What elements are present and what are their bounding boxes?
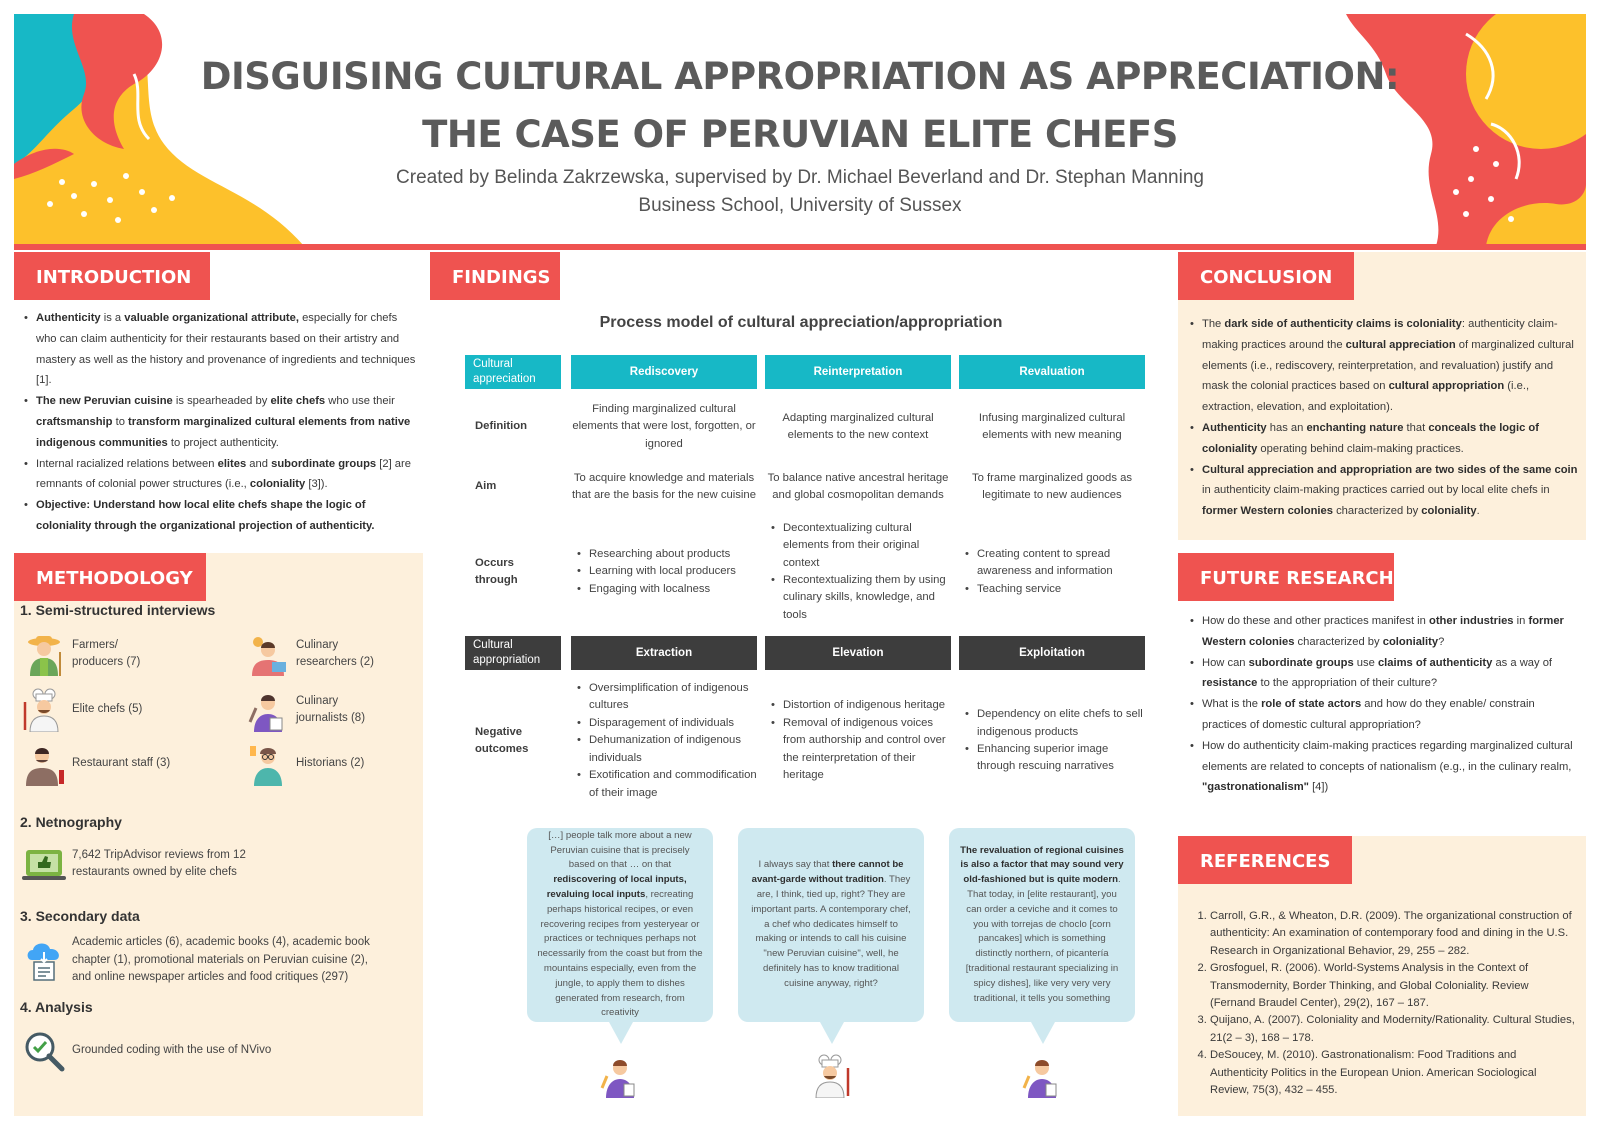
text-run: I always say that — [758, 859, 833, 871]
row-label-occurs-through: Occurs through — [475, 556, 518, 586]
text-run: How do authenticity claim-making practices regarding marginalized cultural elements are related to concepts of nationalism (e.g., in the culinary realm, — [1202, 739, 1573, 773]
title-line-2: THE CASE OF PERUVIAN ELITE CHEFS — [422, 113, 1178, 156]
participant-historians-label: Historians (2) — [296, 757, 365, 770]
cell-bullet-item: • Researching about products — [577, 546, 736, 563]
process-model-title: Process model of cultural appreciation/appropriation — [599, 314, 1003, 331]
reference-item: 2. Grosfoguel, R. (2006). World-Systems Analysis in the Context of Transmodernity, Border Thinking, and Global Coloniality. Review (Fernand Braudel Center), 29(2), 167 – 187. — [1210, 960, 1576, 1012]
bold-text: Cultural appreciation and appropriation are two sides of the same coin — [1202, 463, 1578, 476]
analysis-item — [22, 1029, 382, 1073]
text-run: characterized by — [1294, 635, 1383, 648]
participant-researchers — [246, 632, 416, 676]
bullet-item — [24, 495, 420, 537]
researcher-icon — [246, 632, 290, 676]
row-label-aim: Aim — [475, 480, 497, 493]
text-run: especially for chefs who can claim authenticity for their restaurants based on their artistry and mastery as well as the history and provenance of ingredients and techniques [1]. — [36, 312, 416, 387]
stage-extraction: Extraction — [571, 636, 757, 670]
bold-text: coloniality — [1382, 635, 1439, 648]
historian-icon — [246, 742, 290, 786]
bold-text: valuable organizational attribute, — [124, 312, 299, 324]
bold-text: cultural appreciation — [1345, 338, 1456, 351]
introduction-bullets — [24, 308, 420, 537]
reference-item: 1. Carroll, G.R., & Wheaton, D.R. (2009). The organizational construction of authenticity: An examination of contemporary food and dining in the U.S. Research in Organizational Behavior, 29, 255 – 282. — [1210, 908, 1576, 960]
stage-rediscovery: Rediscovery — [571, 355, 757, 389]
text-run: to the appropriation of their culture? — [1257, 677, 1438, 690]
row-label-negative-outcomes: Negative outcomes — [475, 725, 529, 755]
speaker-icon-1 — [598, 1054, 642, 1098]
text-run: is a — [100, 312, 125, 324]
bold-text: subordinate groups — [271, 457, 377, 470]
aim-reinterpretation — [765, 457, 951, 517]
text-run: of marginalized cultural elements (i.e., rediscovery, reinterpretation, and revaluation) justify and mask the colonial practices based on — [1202, 338, 1574, 393]
cell-bullet-item: • Decontextualizing cultural elements from their original context — [771, 520, 951, 572]
text-run: How do these and other practices manifest in — [1202, 615, 1429, 627]
cell-bullet-item: • Oversimplification of indigenous cultures — [577, 680, 757, 715]
aim-revaluation — [959, 457, 1145, 517]
poster-title — [14, 48, 1586, 164]
occurs-revaluation — [965, 520, 1145, 624]
participant-chefs-label: Elite chefs (5) — [72, 703, 143, 716]
cell-bullet-list — [577, 546, 736, 598]
conclusion-bullets — [1190, 314, 1580, 522]
bullet-item — [24, 308, 420, 391]
cell-bullet-item: • Dehumanization of indigenous individuals — [577, 732, 757, 767]
bold-text: subordinate groups — [1248, 656, 1354, 669]
bold-text: "gastronationalism" — [1202, 781, 1309, 794]
text-run: How can — [1202, 656, 1249, 669]
text-run: The — [1202, 318, 1225, 330]
text-run: . — [1476, 505, 1480, 518]
bold-text: there cannot be avant-garde without tradition — [751, 859, 904, 886]
text-run: ? — [1438, 635, 1445, 648]
bold-text: conceals the logic of coloniality — [1202, 421, 1539, 455]
text-run: […] people talk more about a new Peruvian cuisine that is precisely based on that … on that — [548, 829, 692, 871]
bold-text: claims of authenticity — [1377, 656, 1493, 669]
quote-reinterpretation — [738, 828, 924, 1022]
bold-text: enchanting nature — [1306, 421, 1404, 434]
netnography-text: 7,642 TripAdvisor reviews from 12 restaurants owned by elite chefs — [72, 848, 246, 878]
method-secondary-heading: 3. Secondary data — [20, 908, 140, 924]
occurs-rediscovery — [577, 520, 757, 624]
outcomes-extraction — [577, 672, 757, 810]
bold-text: transform marginalized cultural elements from native indigenous communities — [36, 415, 411, 449]
bold-text: Objective: Understand how local elite chefs shape the logic of coloniality through the organizational projection of authenticity. — [36, 499, 375, 532]
text-run: in — [1513, 615, 1529, 627]
findings-section — [430, 252, 1172, 1116]
bold-text: former Western colonies — [1202, 615, 1564, 648]
cell-text: To balance native ancestral heritage and global cosmopolitan demands — [767, 471, 949, 501]
bold-text: coloniality — [1421, 505, 1477, 518]
authors: Created by Belinda Zakrzewska, supervised by Dr. Michael Beverland and Dr. Stephan Manning — [396, 167, 1204, 188]
methodology-section — [14, 553, 423, 1116]
method-interviews-heading: 1. Semi-structured interviews — [20, 602, 216, 618]
conclusion-heading: CONCLUSION — [1178, 252, 1354, 300]
quote-revaluation — [949, 828, 1135, 1022]
references-list — [1192, 908, 1576, 1099]
cell-bullet-list — [577, 680, 757, 802]
bold-text: role of state actors — [1261, 698, 1362, 711]
poster-subtitle — [14, 164, 1586, 220]
cell-bullet-item: • Teaching service — [965, 581, 1145, 598]
text-run: that — [1403, 421, 1429, 434]
references-heading: REFERENCES — [1178, 836, 1352, 884]
outcomes-exploitation — [965, 672, 1145, 810]
bold-text: cultural appropriation — [1388, 380, 1505, 393]
bold-text: Authenticity — [36, 312, 101, 324]
bullet-item — [1190, 314, 1580, 418]
participant-journalists-label: Culinary journalists (8) — [296, 694, 366, 724]
bold-text: Authenticity — [1202, 421, 1267, 434]
method-analysis-heading: 4. Analysis — [20, 999, 93, 1015]
bold-text: resistance — [1202, 677, 1258, 690]
future-research-section — [1178, 553, 1586, 828]
text-run: [2] are remnants of colonial power structures (i.e., — [36, 457, 411, 491]
participant-staff-label: Restaurant staff (3) — [72, 757, 171, 770]
participant-researchers-label: Culinary researchers (2) — [296, 638, 374, 668]
cell-bullet-list — [965, 546, 1145, 598]
magnifier-check-icon — [22, 1029, 66, 1073]
text-run: : authenticity claim-making practices around the — [1202, 318, 1558, 351]
bold-text: other industries — [1428, 615, 1514, 627]
reference-item: 4. DeSoucey, M. (2010). Gastronationalism: Food Traditions and Authenticity Politics in the European Union. American Sociological Review, 75(3), 432 – 455. — [1210, 1047, 1576, 1099]
cell-text: Adapting marginalized cultural elements to the new context — [782, 411, 934, 441]
text-run: to — [112, 415, 129, 428]
definition-revaluation — [959, 397, 1145, 457]
text-run: . That today, in [elite restaurant], you can order a ceviche and it comes to you with torrejas de choclo [corn pancakes] which is something distinctly northern, of picantería [traditional restaurant specializing in spicy dishes], like very very very traditional, it tells you something — [965, 874, 1121, 1004]
secondary-text: Academic articles (6), academic books (4), academic book chapter (1), promotional materials on Peruvian cuisine (2), and online newspaper articles and food critiques (297) — [72, 936, 370, 983]
bold-text: elites — [217, 457, 247, 470]
bold-text: The new Peruvian cuisine — [36, 395, 173, 408]
cell-text: Infusing marginalized cultural elements with new meaning — [978, 411, 1126, 441]
findings-heading: FINDINGS — [430, 252, 560, 300]
outcomes-elevation — [771, 672, 951, 810]
text-run: characterized by — [1332, 505, 1422, 518]
bold-text: coloniality — [249, 478, 306, 491]
occurs-reinterpretation — [771, 520, 951, 624]
aim-rediscovery — [571, 457, 757, 517]
secondary-item — [22, 934, 382, 987]
bullet-item — [1190, 460, 1580, 522]
bullet-item — [24, 454, 420, 496]
cell-bullet-item: • Enhancing superior image through rescuing narratives — [965, 741, 1145, 776]
bold-text: craftsmanship — [36, 415, 113, 428]
text-run: (i.e., extraction, elevation, and exploitation). — [1202, 380, 1530, 414]
introduction-section — [14, 252, 423, 544]
bullet-item — [24, 391, 420, 453]
text-run: operating behind claim-making practices. — [1257, 442, 1464, 455]
reference-item: 3. Quijano, A. (2007). Coloniality and Modernity/Rationality. Cultural Studies, 21(2 – 3), 168 – 178. — [1210, 1012, 1576, 1047]
stage-reinterpretation: Reinterpretation — [765, 355, 951, 389]
cell-bullet-item: • Removal of indigenous voices from authorship and control over the reinterpretation of their heritage — [771, 715, 951, 785]
methodology-heading: METHODOLOGY — [14, 553, 206, 601]
journalist-icon — [246, 688, 290, 732]
text-run: Internal racialized relations between — [36, 457, 218, 470]
text-run: as a way of — [1492, 656, 1553, 669]
participant-staff — [22, 742, 232, 786]
title-line-1: DISGUISING CULTURAL APPROPRIATION AS APPRECIATION: — [200, 55, 1400, 98]
text-run: to project authenticity. — [167, 436, 279, 449]
method-netnography-heading: 2. Netnography — [20, 814, 122, 830]
bold-text: elite chefs — [270, 395, 326, 408]
cell-text: To frame marginalized goods as legitimate to new audiences — [971, 471, 1133, 501]
bullet-item — [1190, 418, 1580, 460]
references-section — [1178, 836, 1586, 1116]
cloud-document-icon — [22, 938, 66, 982]
cell-bullet-item: • Creating content to spread awareness and information — [965, 546, 1145, 581]
chef-icon — [22, 688, 66, 732]
text-run: in authenticity claim-making practices carried out by local elite chefs in — [1202, 484, 1550, 497]
cell-bullet-list — [771, 697, 951, 784]
text-run: is spearheaded by — [172, 395, 271, 408]
bold-text: former Western colonies — [1202, 505, 1333, 518]
analysis-text: Grounded coding with the use of NVivo — [72, 1044, 272, 1057]
poster-header — [14, 14, 1586, 246]
participant-farmers — [22, 632, 232, 676]
participant-chefs — [22, 688, 232, 732]
text-run: [3]). — [305, 478, 328, 491]
participant-journalists — [246, 688, 416, 732]
speaker-icon-3 — [1020, 1054, 1064, 1098]
quote-rediscovery — [527, 828, 713, 1022]
text-run: , recreating perhaps historical recipes, or even recovering recipes from yesteryear or practices or techniques perhaps not necessarily from the coast but from the mountains especially, even from the jungle, to apply them to dishes generated from research, from creativity — [537, 889, 703, 1019]
introduction-heading: INTRODUCTION — [14, 252, 210, 300]
cell-bullet-item: • Engaging with localness — [577, 581, 736, 598]
cell-bullet-item: • Disparagement of individuals — [577, 715, 757, 732]
quote-text — [748, 858, 914, 991]
text-run: . They are, I think, tied up, right? They are important parts. A contemporary chef, a chef who dedicates himself to making or intends to call his cuisine "new Peruvian cuisine", well, he definitely has to know traditional cuisine anyway, right? — [751, 874, 911, 989]
cell-bullet-list — [771, 520, 951, 624]
text-run: and — [246, 457, 272, 470]
text-run: use — [1353, 656, 1378, 669]
header-divider — [14, 244, 1586, 250]
farmer-icon — [22, 632, 66, 676]
participant-historians — [246, 742, 416, 786]
definition-reinterpretation — [765, 397, 951, 457]
affiliation: Business School, University of Sussex — [638, 195, 962, 216]
waiter-icon — [22, 742, 66, 786]
quote-text — [959, 844, 1125, 1007]
cell-bullet-item: • Dependency on elite chefs to sell indigenous products — [965, 706, 1145, 741]
text-run: [4]) — [1308, 781, 1329, 794]
conclusion-section — [1178, 252, 1586, 540]
cell-bullet-item: • Learning with local producers — [577, 563, 736, 580]
bold-text: dark side of authenticity claims is coloniality — [1224, 318, 1462, 330]
bullet-item — [1190, 736, 1580, 798]
cell-bullet-item: • Distortion of indigenous heritage — [771, 697, 951, 714]
row-label-definition: Definition — [475, 420, 528, 433]
cell-bullet-item: • Exotification and commodification of their image — [577, 767, 757, 802]
netnography-item — [22, 842, 282, 886]
stage-elevation: Elevation — [765, 636, 951, 670]
future-research-heading: FUTURE RESEARCH — [1178, 553, 1394, 601]
participant-farmers-label: Farmers/ producers (7) — [72, 638, 141, 668]
bullet-item — [1190, 611, 1580, 653]
cell-bullet-item: • Recontextualizing them by using culinary skills, knowledge, and tools — [771, 572, 951, 624]
appropriation-row-label: Cultural appropriation — [465, 636, 561, 670]
stage-revaluation: Revaluation — [959, 355, 1145, 389]
cell-text: To acquire knowledge and materials that are the basis for the new cuisine — [572, 471, 756, 501]
cell-text: Finding marginalized cultural elements that were lost, forgotten, or ignored — [572, 402, 756, 450]
text-run: has an — [1266, 421, 1307, 434]
laptop-review-icon — [22, 842, 66, 886]
cell-bullet-list — [965, 706, 1145, 776]
appreciation-row-label: Cultural appreciation — [465, 355, 561, 389]
text-run: who use their — [325, 395, 395, 408]
stage-exploitation: Exploitation — [959, 636, 1145, 670]
text-run: and how do they enable/ constrain practices of domestic cultural appropriation? — [1202, 698, 1535, 731]
bold-text: rediscovering of local inputs, revaluing local inputs — [546, 874, 687, 901]
bullet-item — [1190, 694, 1580, 736]
definition-rediscovery — [571, 397, 757, 457]
quote-text — [537, 829, 703, 1021]
bold-text: The revaluation of regional cuisines is also a factor that may sound very old-fashioned but is quite modern — [960, 844, 1124, 886]
future-research-bullets — [1190, 611, 1580, 798]
text-run: What is the — [1202, 698, 1262, 711]
speaker-icon-2 — [808, 1054, 852, 1098]
bullet-item — [1190, 653, 1580, 695]
